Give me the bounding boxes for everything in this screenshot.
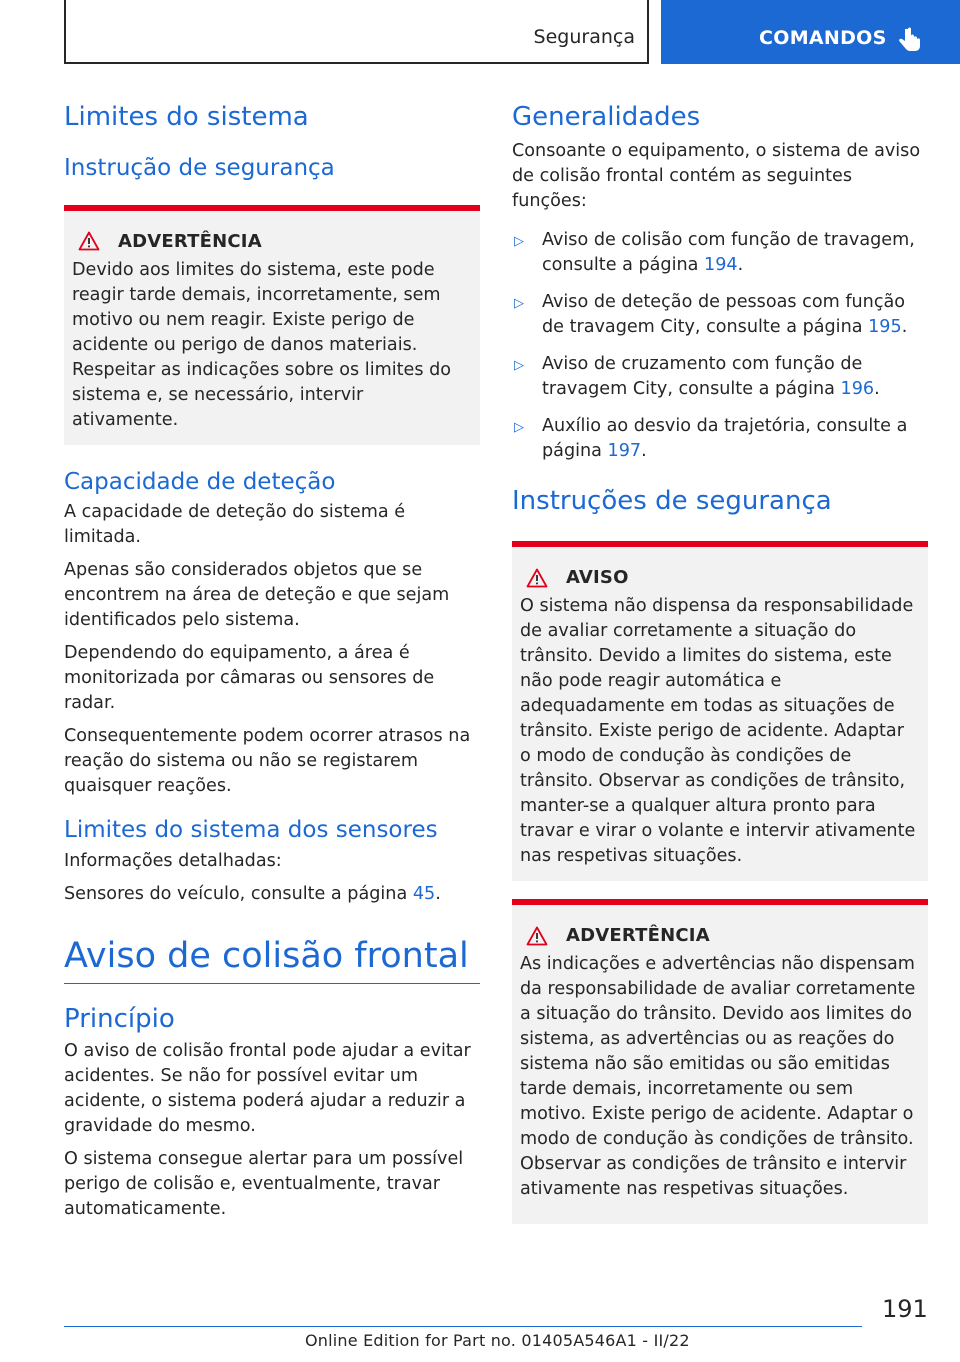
- warning-title: ADVERTÊNCIA: [566, 925, 710, 947]
- heading-safety-instructions: Instruções de segurança: [512, 486, 832, 517]
- principle-paragraph-2: O sistema consegue alertar para um possível perigo de colisão e, eventualmente, travar automaticamente.: [64, 1149, 464, 1220]
- detection-paragraph-3: Dependendo do equipamento, a área é monitorizada por câmaras ou sensores de radar.: [64, 643, 435, 714]
- left-column: [64, 96, 480, 1230]
- header-section-box: [64, 0, 649, 64]
- heading-general: Generalidades: [512, 102, 701, 132]
- heading-principle: Princípio: [64, 1003, 175, 1034]
- warning-title: ADVERTÊNCIA: [118, 230, 262, 252]
- heading-limits: Limites do sistema: [64, 102, 309, 132]
- general-paragraph: Consoante o equipamento, o sistema de aviso de colisão frontal contém as seguintes funções:: [512, 141, 921, 212]
- header-chapter-title: COMANDOS: [759, 27, 887, 49]
- page-ref-link[interactable]: 196: [840, 379, 875, 400]
- warning-box-2: [512, 899, 928, 1224]
- notice-text: O sistema não dispensa da responsabilidade de avaliar corretamente a situação do trânsito. Devido a limites do sistema, este não pode reagir automática e adequadamente em todas as situações de trânsito. Existe perigo de acidente. Adaptar o modo de condução às condições de trânsito. Observar as condições de trânsito, manter-se a qualquer altura pronto para travar e virar o volante e intervir ativamente nas respetivas situações.: [520, 596, 916, 867]
- warning-box-1: [64, 205, 480, 445]
- warning-text: As indicações e advertências não dispensam da responsabilidade de avaliar corretamente a situação do trânsito. Devido aos limites do sistema, as advertências ou as reações do sistema não são emitidas ou são emitidas tarde demais, incorretamente ou sem motivo. Existe perigo de acidente. Adaptar o modo de condução às condições de trânsito. Observar as condições de trânsito e intervir ativamente nas respetivas situações.: [520, 954, 916, 1200]
- principle-paragraph-1: O aviso de colisão frontal pode ajudar a evitar acidentes. Se não for possível evitar um acidente, o sistema poderá ajudar a reduzir a gravidade do mesmo.: [64, 1041, 471, 1137]
- heading-frontal-collision-warning: Aviso de colisão frontal: [64, 935, 469, 976]
- triangle-bullet-icon: ▷: [514, 358, 524, 374]
- list-item: ▷ Aviso de colisão com função de travagem, consulte a página 194.: [514, 230, 915, 276]
- heading-sensor-limits: Limites do sistema dos sensores: [64, 817, 438, 844]
- detection-paragraph-1: A capacidade de deteção do sistema é limitada.: [64, 502, 406, 548]
- list-item: ▷ Aviso de deteção de pessoas com função de travagem City, consulte a página 195.: [514, 292, 908, 338]
- notice-title: AVISO: [566, 567, 629, 589]
- warning-triangle-icon: [78, 231, 100, 251]
- list-item: ▷ Auxílio ao desvio da trajetória, consulte a página 197.: [514, 416, 908, 462]
- page-number: 191: [882, 1295, 928, 1323]
- warning-triangle-icon: [526, 926, 548, 946]
- heading-safety-instruction: Instrução de segurança: [64, 155, 335, 182]
- triangle-bullet-icon: ▷: [514, 296, 524, 312]
- pointing-hand-icon: [896, 26, 922, 54]
- notice-box: [512, 541, 928, 881]
- sensors-paragraph-1: Informações detalhadas:: [64, 850, 282, 871]
- detection-paragraph-4: Consequentemente podem ocorrer atrasos na reação do sistema ou não se registarem quaisquer reações.: [64, 726, 471, 797]
- sensors-paragraph-2: Sensores do veículo, consulte a página 45.: [64, 883, 441, 904]
- header-chapter-tab[interactable]: [661, 0, 960, 64]
- footer-rule: [64, 1326, 862, 1327]
- page-ref-link[interactable]: 45: [412, 883, 436, 904]
- page-ref-link[interactable]: 194: [704, 255, 738, 276]
- detection-paragraph-2: Apenas são considerados objetos que se encontrem na área de deteção e que sejam identificados pelo sistema.: [64, 560, 450, 631]
- warning-triangle-icon: [526, 568, 548, 588]
- right-column: [512, 96, 928, 1224]
- function-list: [512, 228, 928, 464]
- triangle-bullet-icon: ▷: [514, 420, 524, 436]
- heading-detection: Capacidade de deteção: [64, 468, 336, 495]
- triangle-bullet-icon: ▷: [514, 234, 524, 250]
- page-ref-link[interactable]: 197: [607, 441, 642, 462]
- edition-line: Online Edition for Part no. 01405A546A1 - II/22: [305, 1331, 690, 1350]
- header-section-title: Segurança: [533, 26, 635, 48]
- page-ref-link[interactable]: 195: [868, 317, 902, 338]
- main-heading-rule: [64, 935, 480, 984]
- warning-text: Devido aos limites do sistema, este pode reagir tarde demais, incorretamente, sem motivo ou nem reagir. Existe perigo de acidente ou perigo de danos materiais. Respeitar as indicações sobre os limites do sistema e, se necessário, intervir ativamente.: [72, 259, 452, 430]
- list-item: ▷ Aviso de cruzamento com função de travagem City, consulte a página 196.: [514, 354, 880, 400]
